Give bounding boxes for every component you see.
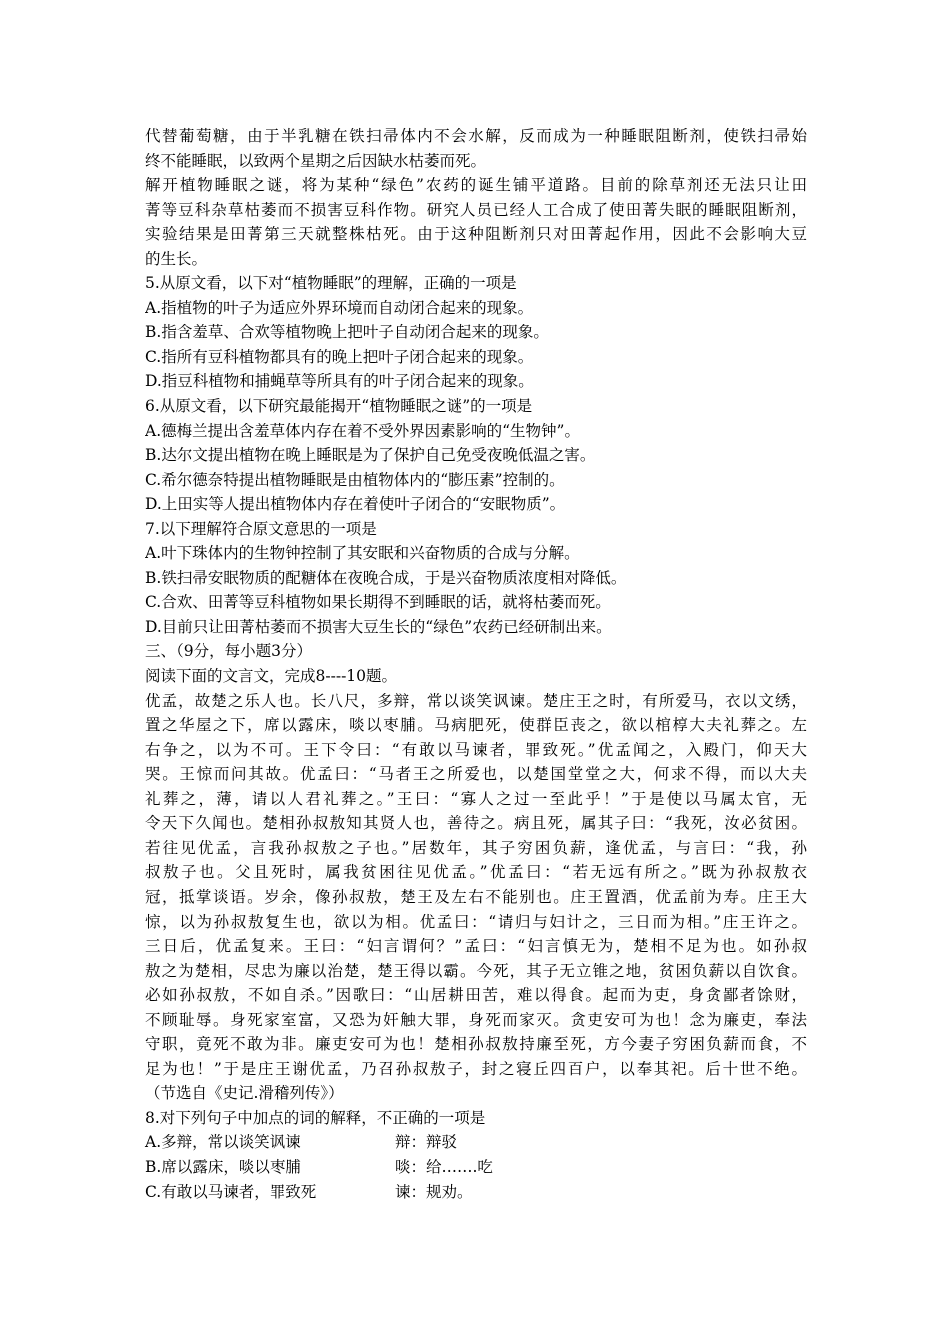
text-line: 不顾耻辱。身死家室富，又恐为奸触大罪，身死而家灭。贪吏安可为也！念为廉吏，奉法 [145, 1010, 807, 1029]
passage-ending [145, 124, 807, 173]
question-stem: 6.从原文看，以下研究最能揭开“植物睡眠之谜”的一项是 [145, 397, 533, 416]
text-line: 实验结果是田菁第三天就整株枯死。由于这种阻断剂只对田菁起作用，因此不会影响大豆 [145, 225, 807, 244]
option-c [145, 1180, 807, 1205]
option-sentence: B.席以露床，啖以枣脯 [145, 1157, 301, 1176]
section-3-header [145, 639, 807, 688]
option-b [145, 1155, 807, 1180]
option-d: D.目前只让田菁枯萎而不损害大豆生长的“绿色”农药已经研制出来。 [145, 617, 612, 636]
option-a [145, 1130, 807, 1155]
text-line: 代替葡萄糖，由于半乳糖在铁扫帚体内不会水解，反而成为一种睡眠阻断剂，使铁扫帚始 [145, 127, 807, 145]
question-stem: 5.从原文看，以下对“植物睡眠”的理解，正确的一项是 [145, 274, 517, 293]
classical-chinese-passage [145, 689, 807, 1106]
text-line: 令天下久闻也。楚相孙叔敖知其贤人也，善待之。病且死，属其子曰：“我死，汝必贫困。 [145, 814, 807, 833]
text-line: 礼葬之，薄，请以人君礼葬之。”王曰：“寡人之过一至此乎！”于是使以马属太官，无 [145, 789, 807, 808]
question-5 [145, 271, 807, 394]
text-line: 冠，抵掌谈语。岁余，像孙叔敖，楚王及左右不能别也。庄王置酒，优孟前为寿。庄王大 [145, 887, 807, 906]
text-line: 三日后，优孟复来。王曰：“妇言谓何？”孟曰：“妇言慎无为，楚相不足为也。如孙叔 [145, 937, 807, 956]
text-line: 解开植物睡眠之谜，将为某种“绿色”农药的诞生铺平道路。目前的除草剂还无法只让田 [145, 176, 807, 195]
option-a: A.指植物的叶子为适应外界环境而自动闭合起来的现象。 [145, 298, 534, 317]
option-d: D.指豆科植物和捕蝇草等所具有的叶子闭合起来的现象。 [145, 372, 534, 391]
text-line: 置之华屋之下，席以露床，啖以枣脯。马病肥死，使群臣丧之，欲以棺椁大夫礼葬之。左 [145, 716, 807, 735]
text-line: 守职，竟死不敢为非。廉吏安可为也！楚相孙叔敖持廉至死，方今妻子穷困负薪而食，不 [145, 1035, 807, 1054]
option-c: C.希尔德奈特提出植物睡眠是由植物体内的“膨压素”控制的。 [145, 470, 565, 489]
text-line: 惊，以为孙叔敖复生也，欲以为相。优孟曰：“请归与妇计之，三日而为相。”庄王许之。 [145, 912, 807, 931]
option-explanation: 辩：辩驳 [395, 1133, 458, 1152]
option-c: C.合欢、田菁等豆科植物如果长期得不到睡眠的话，就将枯萎而死。 [145, 593, 611, 612]
text-line: 叔敖子也。父且死时，属我贫困往见优孟。”优孟曰：“若无远有所之。”既为孙叔敖衣 [145, 863, 807, 882]
exam-page [145, 124, 807, 1204]
option-a: A.德梅兰提出含羞草体内存在着不受外界因素影响的“生物钟”。 [145, 421, 580, 440]
option-b: B.铁扫帚安眠物质的配糖体在夜晚合成，于是兴奋物质浓度相对降低。 [145, 568, 627, 587]
text-line: 必如孙叔敖，不如自杀。”因歌曰：“山居耕田苦，难以得食。起而为吏，身贪鄙者馀财， [145, 986, 807, 1005]
text-line: 菁等豆科杂草枯萎而不损害豆科作物。研究人员已经人工合成了使田菁失眠的睡眠阻断剂， [145, 200, 807, 219]
paragraph-green-pesticide [145, 173, 807, 271]
text-line: 足为也！”于是庄王谢优孟，乃召孙叔敖子，封之寝丘四百户，以奉其祀。后十世不绝。 [145, 1059, 807, 1078]
section-instruction: 阅读下面的文言文，完成8----10题。 [145, 667, 398, 686]
question-stem: 7.以下理解符合原文意思的一项是 [145, 519, 377, 538]
option-sentence: C.有敢以马谏者，罪致死 [145, 1182, 317, 1201]
text-line: 若往见优孟，言我孙叔敖之子也。”居数年，其子穷困负薪，逢优孟，与言曰：“我，孙 [145, 838, 807, 857]
option-c: C.指所有豆科植物都具有的晚上把叶子闭合起来的现象。 [145, 347, 534, 366]
option-b: B.指含羞草、合欢等植物晚上把叶子自动闭合起来的现象。 [145, 323, 549, 342]
source-citation: （节选自《史记.滑稽列传》） [145, 1084, 344, 1103]
text-line: 优孟，故楚之乐人也。长八尺，多辩，常以谈笑讽谏。楚庄王之时，有所爱马，衣以文绣， [145, 691, 807, 710]
question-8 [145, 1106, 807, 1204]
question-6 [145, 394, 807, 517]
question-stem: 8.对下列句子中加点的词的解释，不正确的一项是 [145, 1108, 486, 1127]
option-a: A.叶下珠体内的生物钟控制了其安眠和兴奋物质的合成与分解。 [145, 544, 580, 563]
option-explanation: 啖：给…….吃 [395, 1157, 493, 1176]
option-sentence: A.多辩，常以谈笑讽谏 [145, 1133, 301, 1152]
text-line: 右争之，以为不可。王下令曰：“有敢以马谏者，罪致死。”优孟闻之，入殿门，仰天大 [145, 740, 807, 759]
question-7 [145, 517, 807, 640]
text-line: 的生长。 [145, 249, 208, 268]
text-line: 敖之为楚相，尽忠为廉以治楚，楚王得以霸。今死，其子无立锥之地，贫困负薪以自饮食。 [145, 961, 807, 980]
text-line: 终不能睡眠，以致两个星期之后因缺水枯萎而死。 [145, 151, 487, 170]
option-b: B.达尔文提出植物在晚上睡眠是为了保护自己免受夜晚低温之害。 [145, 446, 596, 465]
text-line: 哭。王惊而问其故。优孟曰：“马者王之所爱也，以楚国堂堂之大，何求不得，而以大夫 [145, 765, 807, 784]
option-explanation: 谏：规劝。 [395, 1182, 473, 1201]
option-d: D.上田实等人提出植物体内存在着使叶子闭合的“安眠物质”。 [145, 495, 566, 514]
section-heading: 三、（9分，每小题3分） [145, 642, 312, 661]
